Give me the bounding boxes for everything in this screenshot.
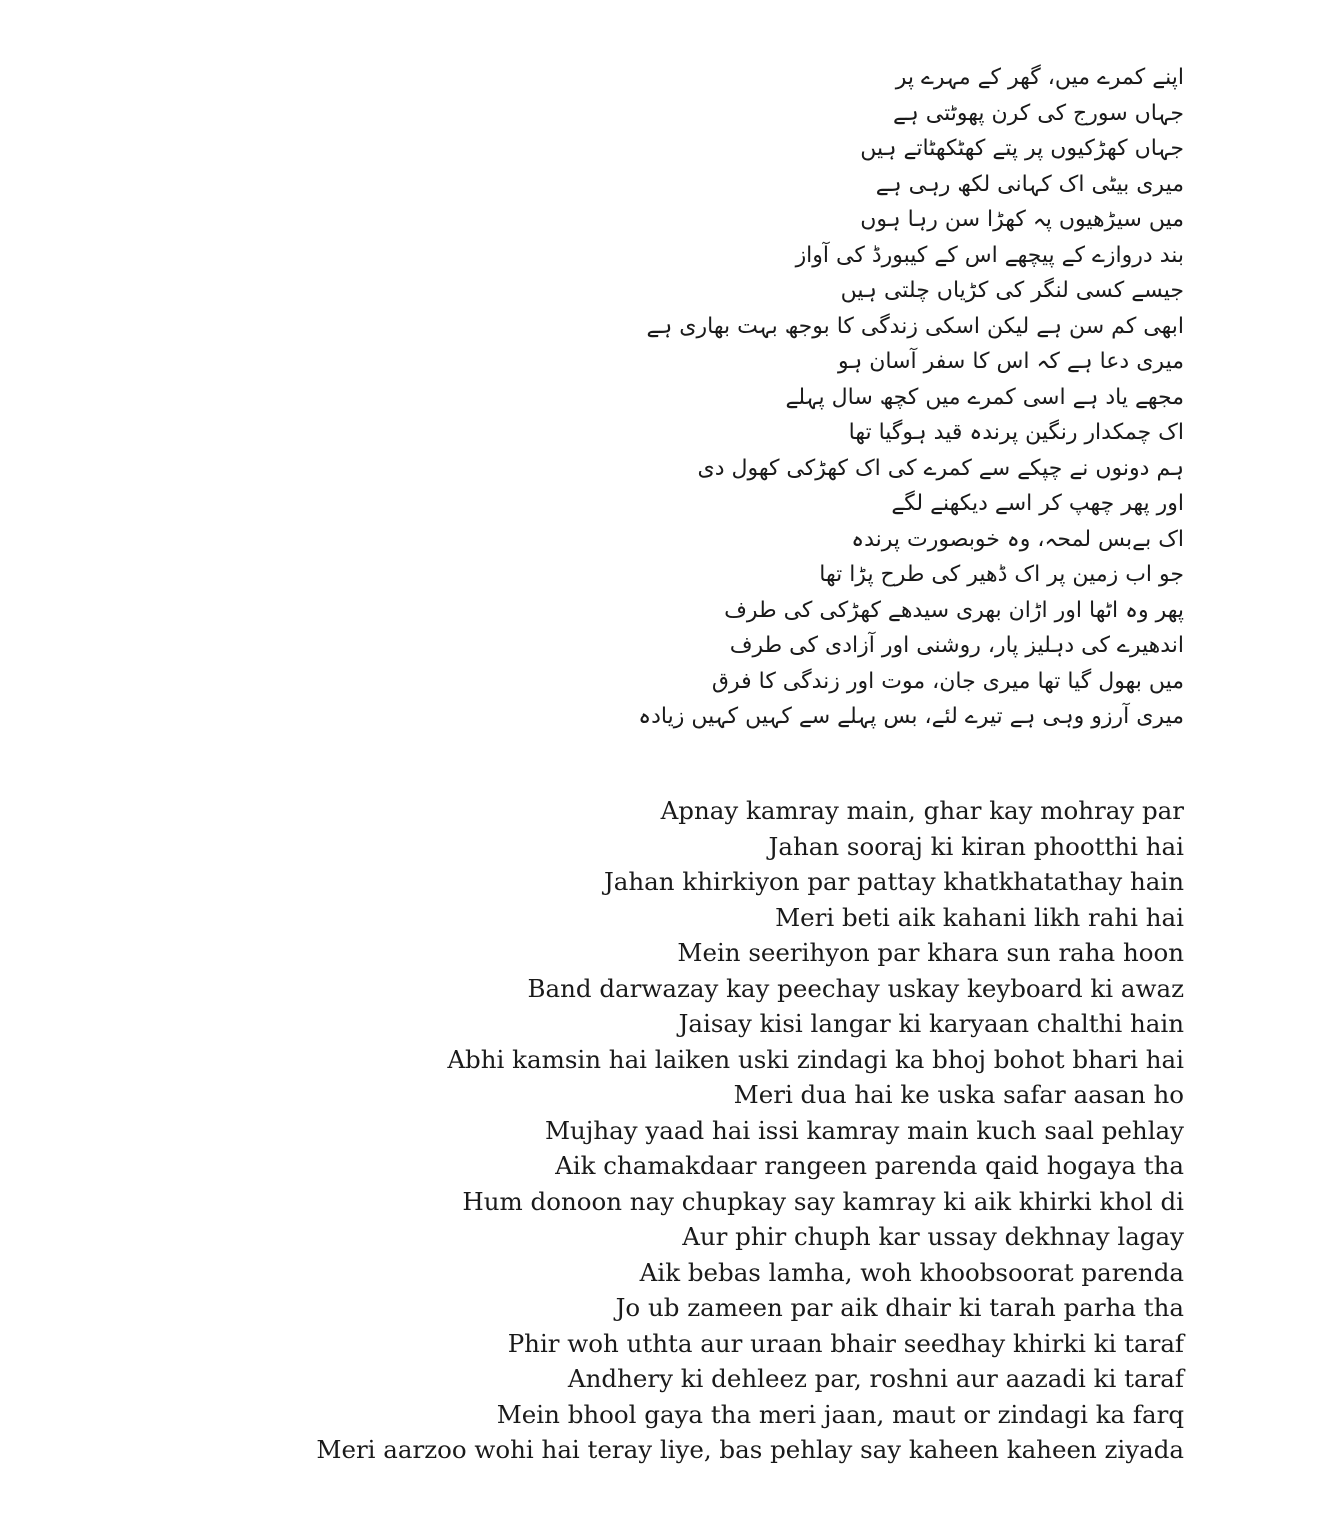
- urdu-poem: [184, 60, 1184, 735]
- roman-line: Meri dua hai ke uska safar aasan ho: [733, 1080, 1184, 1109]
- urdu-line: میں بھول گیا تھا میری جان، موت اور زندگی کا فرق: [711, 668, 1184, 694]
- urdu-line: میری دعا ہے کہ اس کا سفر آسان ہو: [837, 349, 1184, 374]
- urdu-line: جو اب زمین پر اک ڈھیر کی طرح پڑا تھا: [819, 562, 1184, 587]
- urdu-line: میں سیڑھیوں پہ کھڑا سن رہا ہوں: [860, 207, 1184, 232]
- urdu-line: مجھے یاد ہے اسی کمرے میں کچھ سال پہلے: [785, 384, 1184, 410]
- urdu-line: میری آرزو وہی ہے تیرے لئے، بس پہلے سے کہیں کہیں زیادہ: [638, 704, 1184, 729]
- urdu-line: ابھی کم سن ہے لیکن اسکی زندگی کا بوجھ بہت بھاری ہے: [646, 313, 1184, 339]
- roman-line: Mein seerihyon par khara sun raha hoon: [677, 938, 1184, 967]
- urdu-line: اک بےبس لمحہ، وہ خوبصورت پرندہ: [851, 526, 1184, 552]
- urdu-line: اپنے کمرے میں، گھر کے مہرے پر: [895, 65, 1184, 90]
- roman-line: Band darwazay kay peechay uskay keyboard ki awaz: [527, 973, 1184, 1003]
- roman-line: Meri beti aik kahani likh rahi hai: [775, 902, 1184, 932]
- roman-line: Aur phir chuph kar ussay dekhnay lagay: [682, 1222, 1184, 1251]
- roman-line: Apnay kamray main, ghar kay mohray par: [660, 796, 1184, 825]
- urdu-line: اندھیرے کی دہلیز پار، روشنی اور آزادی کی طرف: [729, 633, 1184, 658]
- urdu-line: جہاں کھڑکیوں پر پتے کھٹکھٹاتے ہیں: [860, 136, 1184, 161]
- roman-line: Jahan khirkiyon par pattay khatkhatathay hain: [603, 867, 1184, 896]
- roman-line: Jahan sooraj ki kiran phootthi hai: [768, 831, 1184, 861]
- roman-line: Mein bhool gaya tha meri jaan, maut or zindagi ka farq: [496, 1399, 1184, 1429]
- urdu-line: میری بیٹی اک کہانی لکھ رہی ہے: [875, 171, 1184, 197]
- roman-line: Aik bebas lamha, woh khoobsoorat parenda: [639, 1257, 1184, 1287]
- roman-line: Andhery ki dehleez par, roshni aur aazadi ki taraf: [567, 1364, 1184, 1393]
- roman-line: Jo ub zameen par aik dhair ki tarah parha tha: [615, 1293, 1184, 1322]
- roman-line: Abhi kamsin hai laiken uski zindagi ka bhoj bohot bhari hai: [447, 1044, 1184, 1074]
- urdu-line: بند دروازے کے پیچھے اس کے کیبورڈ کی آواز: [795, 242, 1184, 268]
- urdu-line: پھر وہ اٹھا اور اڑان بھری سیدھے کھڑکی کی طرف: [724, 597, 1184, 623]
- roman-urdu-poem: [84, 793, 1184, 1468]
- roman-line: Jaisay kisi langar ki karyaan chalthi hain: [678, 1009, 1184, 1038]
- urdu-line: جیسے کسی لنگر کی کڑیاں چلتی ہیں: [840, 278, 1184, 303]
- roman-line: Mujhay yaad hai issi kamray main kuch saal pehlay: [544, 1115, 1184, 1145]
- roman-line: Meri aarzoo wohi hai teray liye, bas pehlay say kaheen kaheen ziyada: [316, 1435, 1184, 1464]
- roman-line: Phir woh uthta aur uraan bhair seedhay khirki ki taraf: [507, 1328, 1184, 1358]
- roman-line: Aik chamakdaar rangeen parenda qaid hogaya tha: [555, 1151, 1184, 1180]
- urdu-line: جہاں سورج کی کرن پھوٹتی ہے: [892, 100, 1184, 126]
- urdu-line: اک چمکدار رنگین پرندہ قید ہوگیا تھا: [848, 420, 1184, 445]
- urdu-line: ہم دونوں نے چپکے سے کمرے کی اک کھڑکی کھول دی: [697, 455, 1184, 481]
- urdu-line: اور پھر چھپ کر اسے دیکھنے لگے: [891, 491, 1184, 516]
- roman-line: Hum donoon nay chupkay say kamray ki aik khirki khol di: [462, 1186, 1184, 1216]
